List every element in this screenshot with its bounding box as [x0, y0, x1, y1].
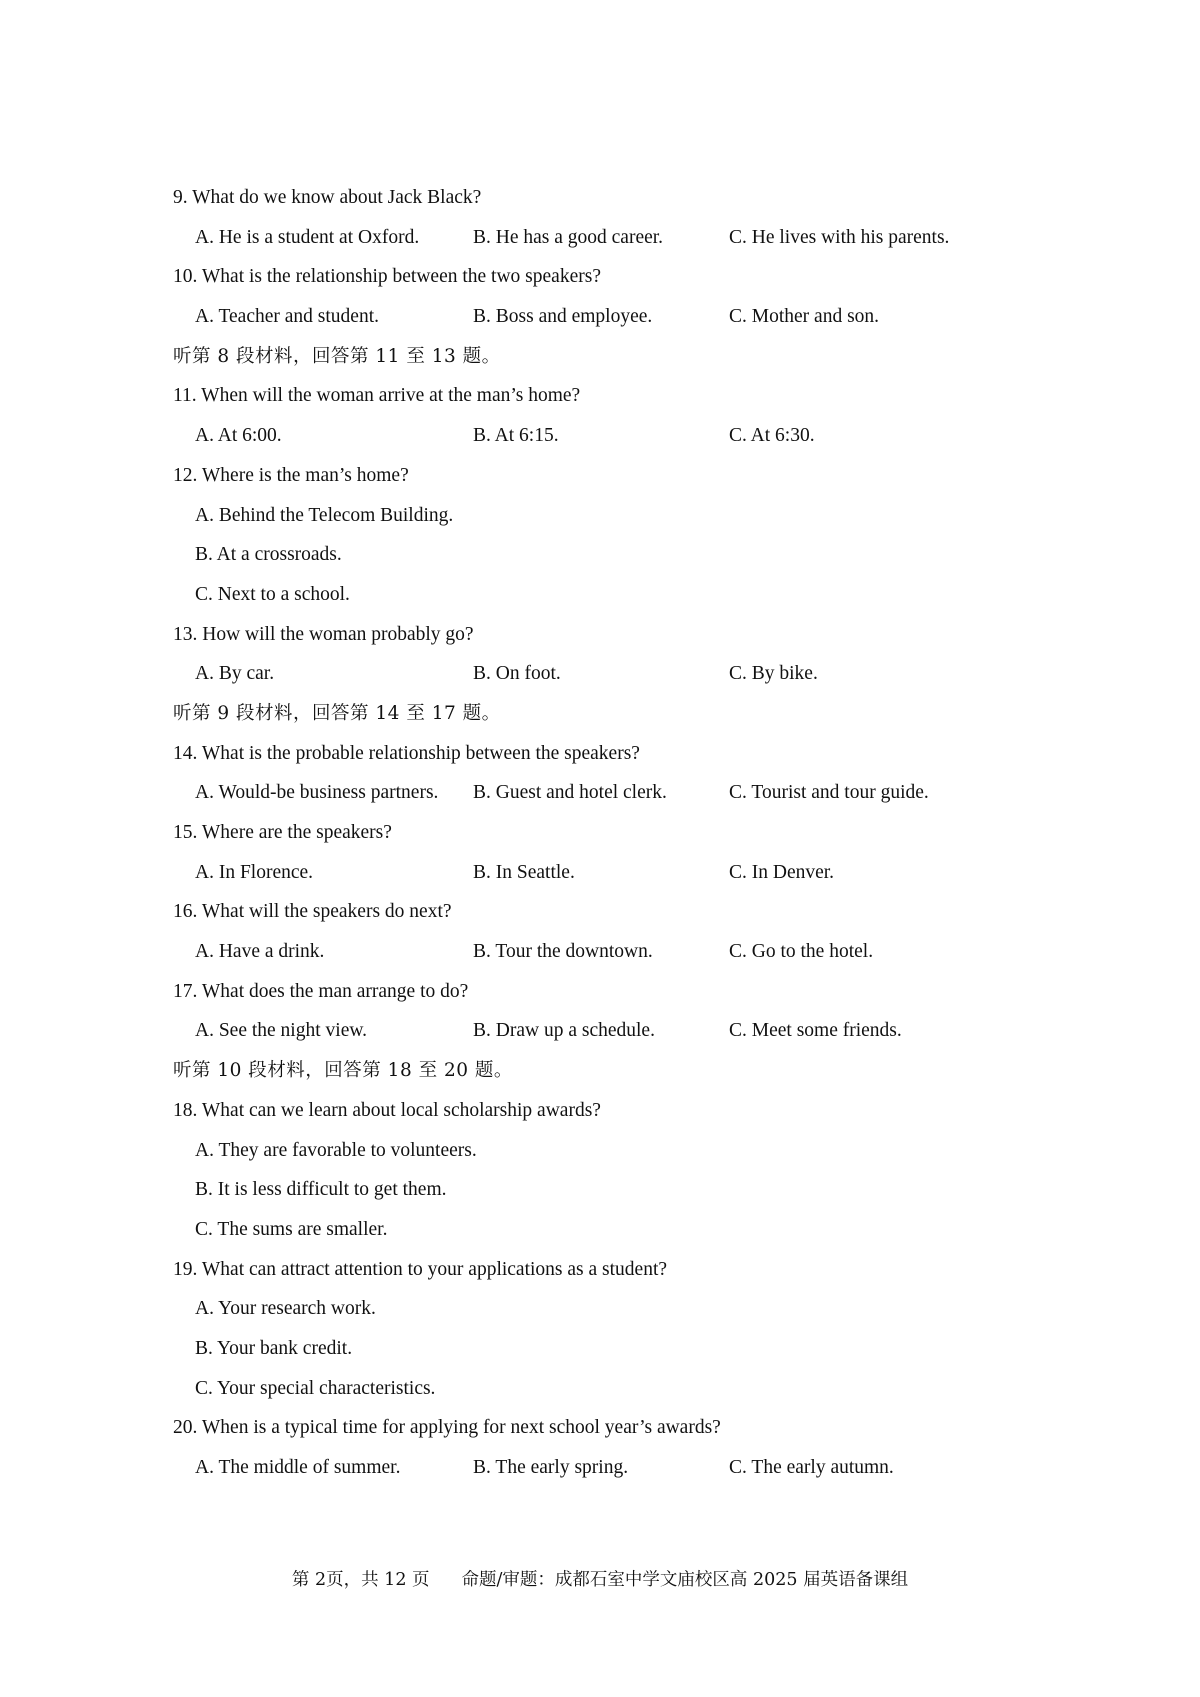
- answer-option-b: B. Draw up a schedule.: [473, 1020, 655, 1042]
- answer-option: A. They are favorable to volunteers.: [195, 1139, 477, 1161]
- section-instruction: 听第 8 段材料，回答第 11 至 13 题。: [173, 345, 501, 367]
- answer-options-row: [173, 654, 1073, 694]
- answer-option: C. Next to a school.: [195, 583, 350, 605]
- answer-option: B. It is less difficult to get them.: [195, 1179, 447, 1201]
- answer-options-row: [173, 416, 1073, 456]
- answer-option-c: C. At 6:30.: [729, 425, 815, 447]
- answer-option-a: A. At 6:00.: [195, 425, 282, 447]
- answer-option: C. Your special characteristics.: [195, 1377, 436, 1399]
- answer-option-c: C. Tourist and tour guide.: [729, 782, 929, 804]
- answer-option-a: A. Would-be business partners.: [195, 782, 439, 804]
- page-footer: [0, 1566, 1200, 1591]
- question-text: 19. What can attract attention to your applications as a student?: [173, 1258, 668, 1280]
- answer-option-c: C. The early autumn.: [729, 1457, 894, 1478]
- answer-option-c: C. Go to the hotel.: [729, 941, 874, 963]
- answer-option-a: A. The middle of summer.: [195, 1457, 401, 1478]
- answer-option-b: B. The early spring.: [473, 1457, 629, 1478]
- question-text: 17. What does the man arrange to do?: [173, 980, 469, 1002]
- question-text: 14. What is the probable relationship between the speakers?: [173, 742, 640, 764]
- answer-options-row: [173, 297, 1073, 337]
- answer-options-row: [173, 932, 1073, 972]
- answer-option: B. Your bank credit.: [195, 1337, 353, 1359]
- answer-option-c: C. In Denver.: [729, 861, 835, 883]
- answer-option-c: C. Meet some friends.: [729, 1020, 902, 1042]
- answer-option-a: A. See the night view.: [195, 1020, 368, 1042]
- answer-option-a: A. Teacher and student.: [195, 306, 380, 328]
- page-number: 第 2页，共 12 页: [291, 1570, 430, 1590]
- footer-credit: 命题/审题：成都石室中学文庙校区高 2025 届英语备课组: [461, 1570, 909, 1590]
- answer-option-c: C. By bike.: [729, 663, 818, 685]
- answer-option-a: A. In Florence.: [195, 861, 314, 883]
- question-text: 10. What is the relationship between the two speakers?: [173, 266, 601, 288]
- answer-option: B. At a crossroads.: [195, 544, 342, 566]
- answer-options-row: [173, 773, 1073, 813]
- answer-option-c: C. Mother and son.: [729, 306, 880, 328]
- answer-option-b: B. He has a good career.: [473, 226, 664, 248]
- answer-option: C. The sums are smaller.: [195, 1218, 388, 1240]
- answer-option-a: A. He is a student at Oxford.: [195, 226, 420, 248]
- question-text: 13. How will the woman probably go?: [173, 623, 474, 645]
- question-text: 16. What will the speakers do next?: [173, 901, 452, 923]
- answer-option-a: A. Have a drink.: [195, 941, 325, 963]
- answer-options-row: [173, 218, 1073, 258]
- answer-option-c: C. He lives with his parents.: [729, 226, 950, 248]
- answer-option-b: B. Boss and employee.: [473, 306, 653, 328]
- answer-option-b: B. On foot.: [473, 663, 561, 685]
- answer-options-row: [173, 1448, 1073, 1488]
- section-instruction: 听第 9 段材料，回答第 14 至 17 题。: [173, 702, 501, 724]
- answer-option-b: B. In Seattle.: [473, 861, 575, 883]
- answer-option-a: A. By car.: [195, 663, 275, 685]
- question-text: 18. What can we learn about local scholarship awards?: [173, 1099, 601, 1121]
- question-text: 12. Where is the man’s home?: [173, 464, 409, 486]
- question-text: 20. When is a typical time for applying for next school year’s awards?: [173, 1417, 721, 1439]
- answer-option-b: B. At 6:15.: [473, 425, 559, 447]
- answer-option: A. Your research work.: [195, 1298, 376, 1320]
- answer-options-row: [173, 1011, 1073, 1051]
- answer-option: A. Behind the Telecom Building.: [195, 504, 454, 526]
- answer-option-b: B. Guest and hotel clerk.: [473, 782, 667, 804]
- answer-option-b: B. Tour the downtown.: [473, 941, 653, 963]
- question-text: 9. What do we know about Jack Black?: [173, 187, 482, 208]
- answer-options-row: [173, 853, 1073, 893]
- section-instruction: 听第 10 段材料，回答第 18 至 20 题。: [173, 1060, 513, 1082]
- questions-list: [173, 178, 1073, 1488]
- question-text: 11. When will the woman arrive at the man’s home?: [173, 385, 581, 407]
- question-text: 15. Where are the speakers?: [173, 822, 392, 843]
